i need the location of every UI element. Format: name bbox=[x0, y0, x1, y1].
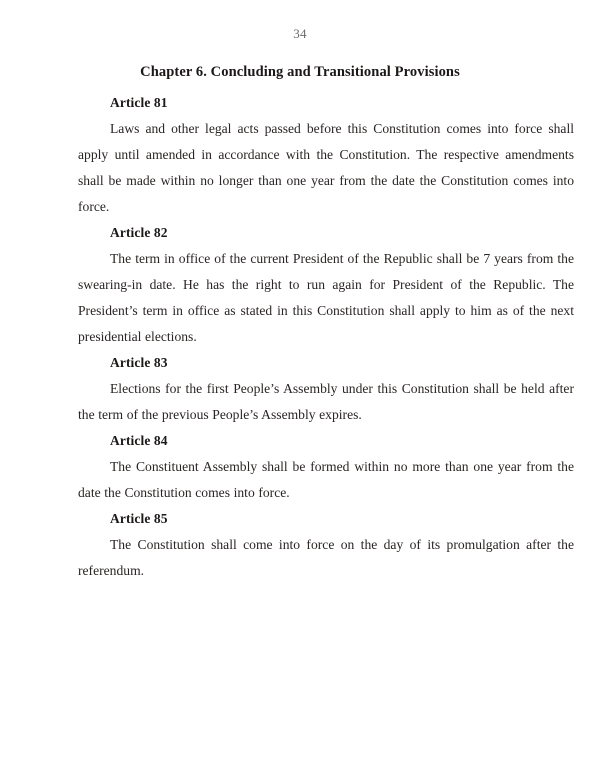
article-list bbox=[78, 90, 574, 584]
article-heading-82: Article 82 bbox=[110, 225, 168, 240]
page-number: 34 bbox=[293, 26, 307, 41]
article-body-82: The term in office of the current President of the Republic shall be 7 years from the swearing-in date. He has the right to run again for President of the Republic. The President’s term in office as stated in this Constitution shall apply to him as of the next presidential elections. bbox=[78, 251, 574, 344]
chapter-heading: Chapter 6. Concluding and Transitional Provisions bbox=[140, 64, 460, 80]
article-heading-84: Article 84 bbox=[110, 433, 168, 448]
article-heading-81: Article 81 bbox=[110, 95, 168, 110]
article-heading-83: Article 83 bbox=[110, 355, 168, 370]
article-body-85: The Constitution shall come into force on the day of its promulgation after the referendum. bbox=[78, 537, 574, 578]
article-body-83: Elections for the first People’s Assembly under this Constitution shall be held after the term of the previous People’s Assembly expires. bbox=[78, 381, 574, 422]
article-heading-85: Article 85 bbox=[110, 511, 168, 526]
article-body-81: Laws and other legal acts passed before this Constitution comes into force shall apply until amended in accordance with the Constitution. The respective amendments shall be made within no longer than one year from the date the Constitution comes into force. bbox=[78, 121, 574, 214]
article-body-84: The Constituent Assembly shall be formed within no more than one year from the date the Constitution comes into force. bbox=[78, 459, 574, 500]
